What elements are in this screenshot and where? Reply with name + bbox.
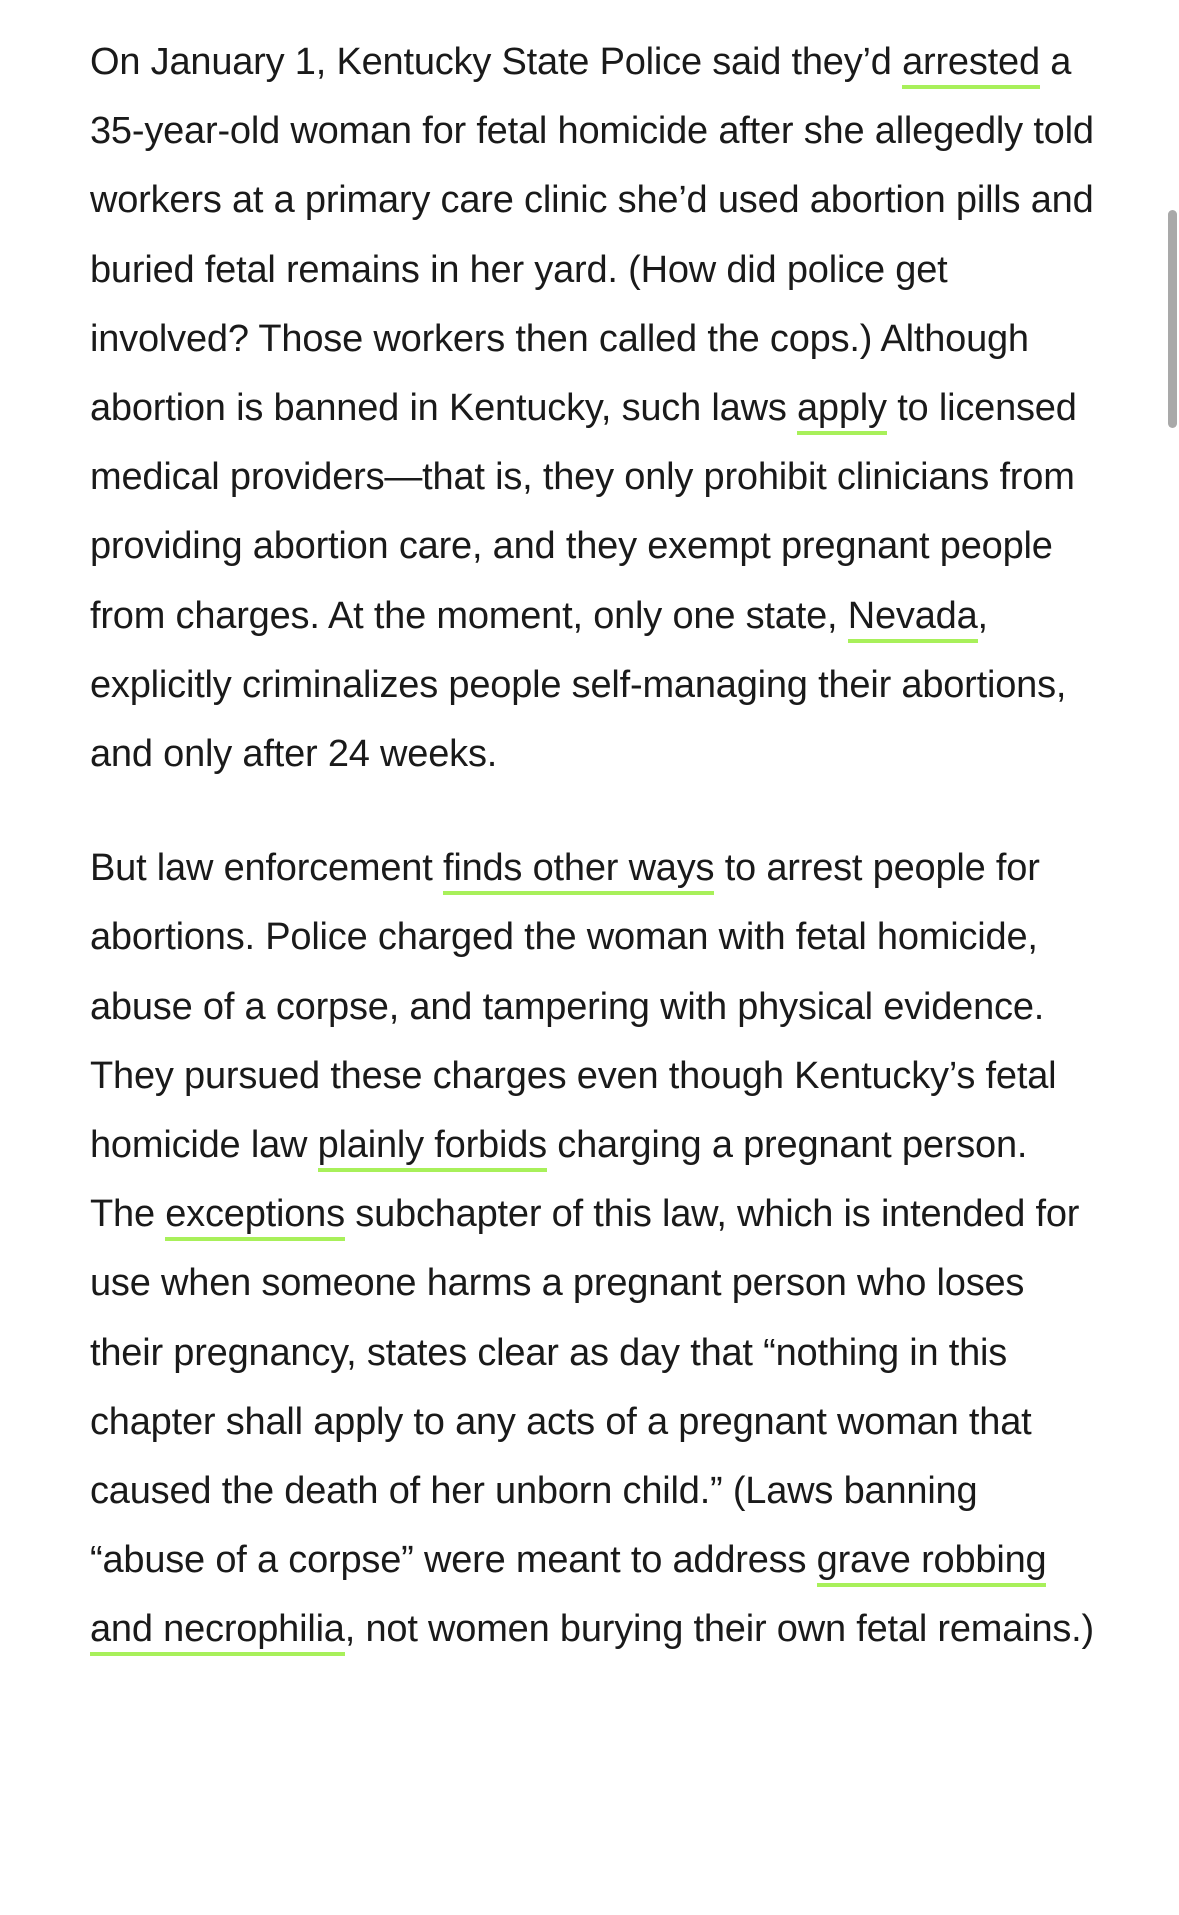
paragraph-2-text-1: But law enforcement [90,847,443,890]
link-nevada[interactable]: Nevada [848,595,978,643]
link-plainly-forbids[interactable]: plainly forbids [318,1124,547,1172]
link-grave-robbing[interactable]: grave robbing and necrophilia [90,1539,1046,1656]
article-body [90,28,1100,1665]
paragraph-2-text-3: charging a pregnant person. The [90,1124,1028,1236]
paragraph-1-text-1: On January 1, Kentucky State Police said they’d [90,41,903,83]
paragraph-2-text-2: to arrest people for abortions. Police charged the woman with fetal homicide, abuse of a corpse, and tampering with physical evidence. They pursued these charges even though Kentucky’s fetal homicide law [90,847,1057,1167]
link-exceptions[interactable]: exceptions [165,1193,345,1241]
paragraph-1-text-3: to licensed medical providers—that is, they only prohibit clinicians from providing abortion care, and they exempt pregnant people from charges. At the moment, only one state, [90,387,1077,637]
paragraph-1-text-4: , explicitly criminalizes people self-managing their abortions, and only after 24 weeks. [90,594,1067,776]
link-apply[interactable]: apply [797,387,887,435]
link-finds-other-ways[interactable]: finds other ways [443,847,714,895]
paragraph-2-text-5: , not women burying their own fetal remains.) [344,1608,1094,1651]
paragraph-1 [90,28,1100,789]
link-arrested[interactable]: arrested [902,41,1040,89]
paragraph-2-text-4: subchapter of this law, which is intended for use when someone harms a pregnant person who loses their pregnancy, states clear as day that “nothing in this chapter shall apply to any acts of a pregnant woman that caused the death of her unborn child.” (Laws banning “abuse of a corpse” were meant to address [90,1193,1080,1582]
paragraph-2 [90,834,1100,1664]
scrollbar-thumb[interactable] [1168,210,1177,428]
paragraph-1-text-2: a 35-year-old woman for fetal homicide after she allegedly told workers at a primary care clinic she’d used abortion pills and buried fetal remains in her yard. (How did police get involved? Those workers then called the cops.) Although abortion is banned in Kentucky, such laws [90,41,1094,430]
